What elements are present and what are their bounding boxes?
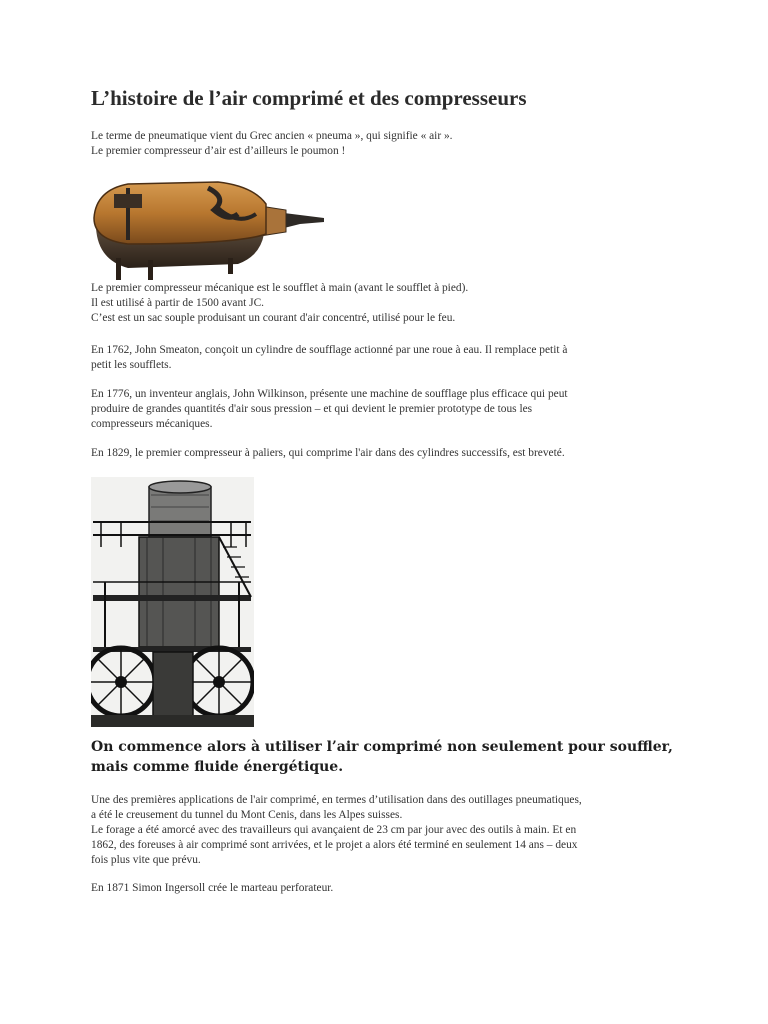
bellows-caption bbox=[91, 281, 691, 326]
text-line: En 1829, le premier compresseur à paliers, qui comprime l'air dans des cylindres successifs, est breveté. bbox=[91, 447, 565, 459]
text-line: En 1762, John Smeaton, conçoit un cylindre de soufflage actionné par une roue à eau. Il remplace petit à bbox=[91, 344, 568, 356]
text-line: Il est utilisé à partir de 1500 avant JC. bbox=[91, 297, 265, 309]
text-line: a été le creusement du tunnel du Mont Cenis, dans les Alpes suisses. bbox=[91, 809, 403, 821]
text-line: Le terme de pneumatique vient du Grec ancien « pneuma », qui signifie « air ». bbox=[91, 130, 453, 142]
text-line: 1862, des foreuses à air comprimé sont arrivées, et le projet a alors été terminé en seulement 14 ans – deux bbox=[91, 839, 578, 851]
page-title: L’histoire de l’air comprimé et des compresseurs bbox=[91, 86, 527, 110]
tunnel-paragraph bbox=[91, 793, 691, 868]
paragraph-1776 bbox=[91, 387, 691, 432]
section-subtitle bbox=[91, 737, 673, 777]
paragraph-1762 bbox=[91, 343, 691, 373]
text-line: fois plus vite que prévu. bbox=[91, 854, 201, 866]
compressor-engraving-image bbox=[91, 477, 254, 727]
text-line: Une des premières applications de l'air comprimé, en termes d’utilisation dans des outillages pneumatiques, bbox=[91, 794, 582, 806]
intro-paragraph bbox=[91, 129, 691, 159]
paragraph-1871 bbox=[91, 881, 691, 896]
text-line: Le forage a été amorcé avec des travailleurs qui avançaient de 23 cm par jour avec des outils à main. Et en bbox=[91, 824, 577, 836]
text-line: compresseurs mécaniques. bbox=[91, 418, 213, 430]
text-line: petit les soufflets. bbox=[91, 359, 172, 371]
text-line: On commence alors à utiliser l’air comprimé non seulement pour souffler, bbox=[91, 739, 673, 755]
text-line: mais comme fluide énergétique. bbox=[91, 759, 344, 775]
text-line: En 1776, un inventeur anglais, John Wilkinson, présente une machine de soufflage plus efficace qui peut bbox=[91, 388, 568, 400]
bellows-image bbox=[88, 178, 328, 282]
text-line: produire de grandes quantités d'air sous pression – et qui devient le premier prototype de tous les bbox=[91, 403, 533, 415]
text-line: C’est est un sac souple produisant un courant d'air concentré, utilisé pour le feu. bbox=[91, 312, 456, 324]
text-line: Le premier compresseur d’air est d’ailleurs le poumon ! bbox=[91, 145, 346, 157]
text-line: En 1871 Simon Ingersoll crée le marteau perforateur. bbox=[91, 882, 334, 894]
paragraph-1829 bbox=[91, 446, 691, 461]
text-line: Le premier compresseur mécanique est le soufflet à main (avant le soufflet à pied). bbox=[91, 282, 469, 294]
